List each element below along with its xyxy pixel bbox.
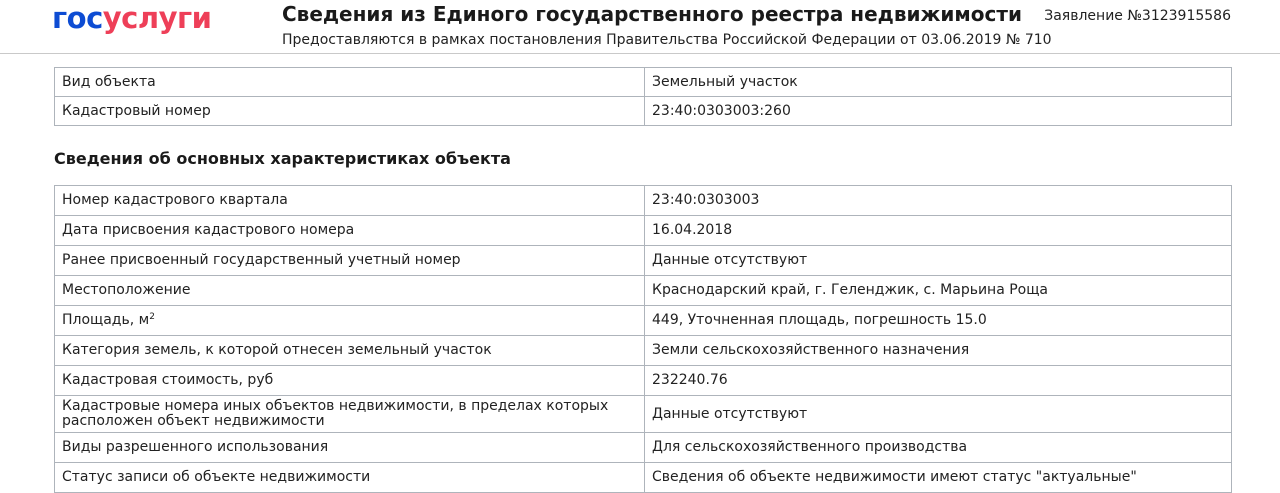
row-label: Виды разрешенного использования [55,433,645,463]
table-row [55,246,1232,276]
table-row [55,433,1232,463]
row-value: Краснодарский край, г. Геленджик, с. Марьина Роща [645,276,1232,306]
row-label: Кадастровый номер [55,97,645,126]
row-label: Ранее присвоенный государственный учетный номер [55,246,645,276]
row-value: 23:40:0303003:260 [645,97,1232,126]
row-value: Данные отсутствуют [645,246,1232,276]
row-value: Земельный участок [645,68,1232,97]
row-label: Площадь, м [62,312,150,328]
section-title: Сведения об основных характеристиках объекта [54,149,511,168]
row-label: Вид объекта [55,68,645,97]
row-value: Земли сельскохозяйственного назначения [645,336,1232,366]
row-value: Данные отсутствуют [645,396,1232,433]
table-row [55,366,1232,396]
table-row [55,463,1232,493]
table-row [55,306,1232,336]
row-value: 23:40:0303003 [645,186,1232,216]
row-label-cell [55,306,645,336]
logo-part-uslugi: услуги [102,1,212,35]
request-number: Заявление №3123915586 [1044,8,1231,24]
row-value: Для сельскохозяйственного производства [645,433,1232,463]
table-row [55,216,1232,246]
row-value: Сведения об объекте недвижимости имеют статус "актуальные" [645,463,1232,493]
gosuslugi-logo[interactable] [52,0,211,36]
row-value: 232240.76 [645,366,1232,396]
table-row [55,396,1232,433]
unit-superscript: 2 [149,312,155,322]
logo-part-gos: гос [52,1,103,35]
row-value: 449, Уточненная площадь, погрешность 15.0 [645,306,1232,336]
table-row [55,336,1232,366]
table-row [55,276,1232,306]
characteristics-table [54,185,1232,493]
document-header [0,0,1280,60]
row-label: Категория земель, к которой отнесен земельный участок [55,336,645,366]
table-row [55,68,1232,97]
row-value: 16.04.2018 [645,216,1232,246]
document-title: Сведения из Единого государственного реестра недвижимости [282,2,1022,26]
row-label: Статус записи об объекте недвижимости [55,463,645,493]
document-subtitle: Предоставляются в рамках постановления Правительства Российской Федерации от 03.06.2019 № 710 [282,32,1052,48]
header-divider [0,53,1280,54]
object-table [54,67,1232,126]
table-row [55,97,1232,126]
row-label: Кадастровые номера иных объектов недвижимости, в пределах которых расположен объект недвижимости [55,396,645,433]
row-label: Номер кадастрового квартала [55,186,645,216]
table-row [55,186,1232,216]
row-label: Дата присвоения кадастрового номера [55,216,645,246]
row-label: Местоположение [55,276,645,306]
row-label: Кадастровая стоимость, руб [55,366,645,396]
